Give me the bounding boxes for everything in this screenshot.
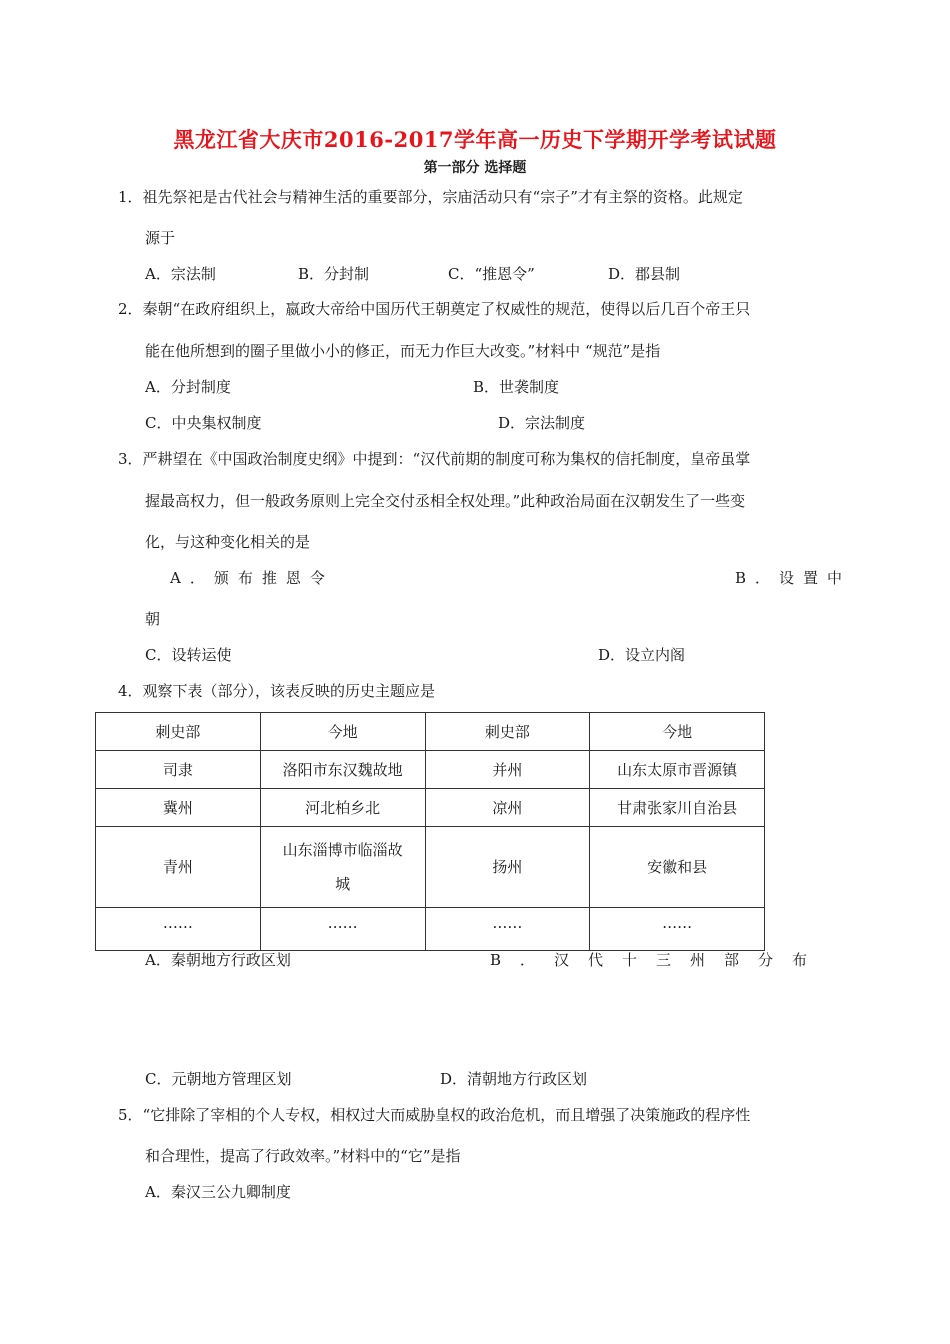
q1-option-d: D．郡县制 [608,265,681,283]
q3-option-d: D．设立内阁 [598,646,686,664]
q2-stem-line2: 能在他所想到的圈子里做小小的修正，而无力作巨大改变。”材料中 “规范”是指 [145,342,661,360]
table-cell: …… [260,908,425,951]
section-heading: 第一部分 选择题 [423,160,527,176]
table-cell: 扬州 [425,827,590,908]
q1-option-c: C．“推恩令” [448,265,535,283]
table-cell: 河北柏乡北 [260,789,425,827]
table-row [96,827,765,908]
table-cell-line: 城 [335,875,351,893]
table-cell: 青州 [96,827,261,908]
q3-option-a: A．颁布推恩令 [170,569,334,587]
q1-option-a: A．宗法制 [145,265,216,283]
table-header-cell: 刺史部 [425,713,590,751]
q2-option-d: D．宗法制度 [498,414,586,432]
table-header-cell: 今地 [590,713,765,751]
q4-option-c: C．元朝地方管理区划 [145,1070,292,1088]
table-cell: 山东太原市晋源镇 [590,751,765,789]
table-header-cell: 刺史部 [96,713,261,751]
table-cell: 并州 [425,751,590,789]
q3-stem-line2: 握最高权力，但一般政务原则上完全交付丞相全权处理。”此种政治局面在汉朝发生了一些变 [145,492,746,510]
table-header-row [96,713,765,751]
table-cell: …… [425,908,590,951]
q3-stem-line1: 3．严耕望在《中国政治制度史纲》中提到：“汉代前期的制度可称为集权的信托制度，皇帝虽掌 [118,450,751,468]
table-cell: 洛阳市东汉魏故地 [260,751,425,789]
table-cell-wrapped [260,827,425,908]
q3-option-b-continued: 朝 [145,610,161,628]
table-cell: 甘肃张家川自治县 [590,789,765,827]
q3-stem-line3: 化，与这种变化相关的是 [145,533,311,551]
q1-stem-line1: 1．祖先祭祀是古代社会与精神生活的重要部分，宗庙活动只有“宗子”才有主祭的资格。此规定 [118,188,743,206]
q4-option-d: D．清朝地方行政区划 [440,1070,588,1088]
q1-stem-line2: 源于 [145,229,176,247]
q4-stem: 4．观察下表（部分），该表反映的历史主题应是 [118,682,436,700]
q3-option-b: B．设置中 [735,569,852,587]
q1-option-b: B．分封制 [298,265,370,283]
table-cell: 冀州 [96,789,261,827]
table-row [96,751,765,789]
q5-stem-line1: 5．“它排除了宰相的个人专权，相权过大而威胁皇权的政治危机，而且增强了决策施政的程序性 [118,1106,751,1124]
table-cell: 司隶 [96,751,261,789]
table-header-cell: 今地 [260,713,425,751]
q2-option-b: B．世袭制度 [473,378,560,396]
q2-option-a: A．分封制度 [145,378,231,396]
table-row [96,908,765,951]
table-cell-line: 山东淄博市临淄故 [282,841,403,859]
q3-option-c: C．设转运使 [145,646,232,664]
prefecture-table [95,712,765,951]
q5-stem-line2: 和合理性，提高了行政效率。”材料中的“它”是指 [145,1147,461,1165]
q5-option-a: A．秦汉三公九卿制度 [145,1183,291,1201]
table-cell: …… [96,908,261,951]
q2-option-c: C．中央集权制度 [145,414,262,432]
table-row [96,789,765,827]
document-title: 黑龙江省大庆市2016-2017学年高一历史下学期开学考试试题 [173,127,777,152]
q4-option-b: B．汉代十三州部分布 [490,951,827,969]
table-cell: 凉州 [425,789,590,827]
table-cell: 安徽和县 [590,827,765,908]
table-cell: …… [590,908,765,951]
q2-stem-line1: 2．秦朝“在政府组织上，嬴政大帝给中国历代王朝奠定了权威性的规范，使得以后几百个帝王只 [118,300,751,318]
q4-option-a: A．秦朝地方行政区划 [145,951,291,969]
